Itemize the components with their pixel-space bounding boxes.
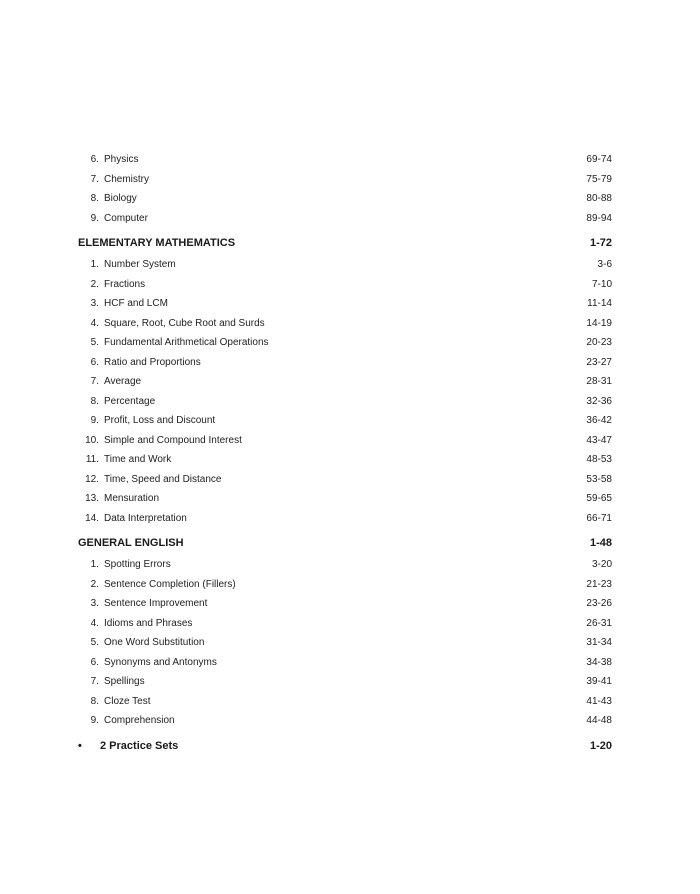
toc-row[interactable] bbox=[78, 189, 612, 209]
toc-row-title-wrap bbox=[78, 314, 265, 334]
toc-row[interactable] bbox=[78, 509, 612, 529]
toc-row[interactable] bbox=[78, 633, 612, 653]
toc-row-number: 3. bbox=[90, 598, 99, 609]
toc-row-number: 8. bbox=[90, 695, 99, 707]
toc-row-title: Mensuration bbox=[104, 493, 160, 504]
toc-row-title: Profit, Loss and Discount bbox=[104, 415, 216, 426]
toc-row-number: 4. bbox=[90, 617, 99, 629]
toc-row-title: Synonyms and Antonyms bbox=[104, 656, 217, 668]
section-heading-english[interactable] bbox=[78, 531, 612, 555]
toc-row-title: Percentage bbox=[104, 395, 156, 407]
toc-row[interactable] bbox=[78, 294, 612, 314]
toc-row-number: 8. bbox=[90, 395, 99, 407]
toc-row-title: HCF and LCM bbox=[104, 298, 168, 309]
toc-row[interactable] bbox=[78, 150, 612, 170]
toc-row-title: Physics bbox=[104, 154, 139, 165]
toc-row-pages: 43-47 bbox=[586, 434, 612, 446]
toc-row-title-wrap bbox=[78, 255, 176, 275]
toc-row[interactable] bbox=[78, 470, 612, 490]
toc-row[interactable] bbox=[78, 614, 612, 634]
toc-row-number: 6. bbox=[90, 356, 99, 368]
toc-row-number: 7. bbox=[90, 676, 99, 687]
toc-row[interactable] bbox=[78, 555, 612, 575]
toc-row-number: 10. bbox=[85, 434, 99, 446]
toc-row-title-wrap bbox=[78, 275, 145, 295]
toc-row-number: 7. bbox=[90, 376, 99, 387]
toc-row-number: 12. bbox=[85, 473, 99, 485]
toc-row-number: 1. bbox=[90, 559, 99, 570]
section-pages: 1-72 bbox=[589, 237, 612, 249]
toc-row-title: One Word Substitution bbox=[104, 637, 205, 648]
toc-row-title-wrap bbox=[78, 633, 204, 653]
toc-row-pages: 7-10 bbox=[591, 278, 612, 290]
toc-row-pages: 28-31 bbox=[586, 376, 612, 387]
toc-row[interactable] bbox=[78, 392, 612, 412]
toc-row-number: 5. bbox=[90, 337, 99, 348]
toc-row[interactable] bbox=[78, 672, 612, 692]
toc-row-title: Fundamental Arithmetical Operations bbox=[104, 337, 269, 348]
english-list bbox=[78, 555, 612, 731]
toc-row-title: Ratio and Proportions bbox=[104, 356, 201, 368]
toc-row-pages: 21-23 bbox=[586, 578, 612, 590]
toc-row-pages: 3-20 bbox=[591, 559, 612, 570]
toc-row-title: Sentence Completion (Fillers) bbox=[104, 578, 236, 590]
toc-row-pages: 66-71 bbox=[586, 512, 612, 524]
toc-row-number: 13. bbox=[85, 493, 99, 504]
toc-row-title: Comprehension bbox=[104, 715, 175, 726]
toc-row-pages: 3-6 bbox=[597, 259, 612, 270]
toc-row-pages: 48-53 bbox=[586, 454, 612, 465]
toc-row-number: 9. bbox=[90, 212, 99, 224]
toc-row-title: Square, Root, Cube Root and Surds bbox=[104, 317, 265, 329]
toc-row-title-wrap bbox=[78, 353, 201, 373]
toc-row-pages: 89-94 bbox=[586, 212, 612, 224]
toc-row-pages: 53-58 bbox=[586, 473, 612, 485]
toc-row-pages: 26-31 bbox=[586, 617, 612, 629]
toc-row-title-wrap bbox=[78, 150, 138, 170]
toc-row-title-wrap bbox=[78, 555, 171, 575]
toc-row-pages: 14-19 bbox=[586, 317, 612, 329]
toc-row-title: Biology bbox=[104, 193, 137, 204]
toc-row-title-wrap bbox=[78, 411, 215, 431]
toc-row-title-wrap bbox=[78, 431, 242, 451]
toc-row[interactable] bbox=[78, 411, 612, 431]
toc-row-number: 2. bbox=[90, 578, 99, 590]
math-list bbox=[78, 255, 612, 528]
toc-row[interactable] bbox=[78, 489, 612, 509]
toc-row-title: Simple and Compound Interest bbox=[104, 434, 242, 446]
toc-row[interactable] bbox=[78, 314, 612, 334]
toc-row-number: 6. bbox=[90, 154, 99, 165]
toc-row-title: Time and Work bbox=[104, 454, 172, 465]
section-title: GENERAL ENGLISH bbox=[78, 537, 184, 549]
practice-pages: 1-20 bbox=[589, 739, 612, 752]
toc-row-title: Time, Speed and Distance bbox=[104, 473, 222, 485]
toc-row-title: Spotting Errors bbox=[104, 559, 171, 570]
toc-row-number: 1. bbox=[90, 259, 99, 270]
toc-row[interactable] bbox=[78, 450, 612, 470]
toc-row-title-wrap bbox=[78, 489, 159, 509]
toc-row-title-wrap bbox=[78, 594, 207, 614]
toc-row-title-wrap bbox=[78, 614, 192, 634]
toc-row-title-wrap bbox=[78, 209, 148, 229]
toc-row[interactable] bbox=[78, 431, 612, 451]
toc-row[interactable] bbox=[78, 653, 612, 673]
toc-row-number: 9. bbox=[90, 715, 99, 726]
toc-row-title-wrap bbox=[78, 672, 145, 692]
intro-list bbox=[78, 150, 612, 228]
toc-row[interactable] bbox=[78, 575, 612, 595]
toc-row-title: Cloze Test bbox=[104, 695, 151, 707]
toc-row-title: Fractions bbox=[104, 278, 146, 290]
toc-row[interactable] bbox=[78, 711, 612, 731]
toc-row-title-wrap bbox=[78, 372, 141, 392]
toc-row[interactable] bbox=[78, 255, 612, 275]
toc-row-pages: 36-42 bbox=[586, 415, 612, 426]
toc-row-number: 5. bbox=[90, 637, 99, 648]
toc-row-number: 3. bbox=[90, 298, 99, 309]
toc-row-pages: 20-23 bbox=[586, 337, 612, 348]
toc-row-number: 8. bbox=[90, 193, 99, 204]
toc-row-number: 11. bbox=[85, 454, 99, 465]
toc-row-pages: 32-36 bbox=[586, 395, 612, 407]
toc-row-title: Chemistry bbox=[104, 173, 150, 185]
toc-row-title-wrap bbox=[78, 653, 217, 673]
toc-row-pages: 59-65 bbox=[586, 493, 612, 504]
section-title: ELEMENTARY MATHEMATICS bbox=[78, 237, 236, 249]
toc-row-title-wrap bbox=[78, 450, 171, 470]
toc-row-title-wrap bbox=[78, 189, 137, 209]
toc-row-title-wrap bbox=[78, 333, 269, 353]
toc-row-title-wrap bbox=[78, 575, 236, 595]
toc-row-title-wrap bbox=[78, 470, 221, 490]
toc-row[interactable] bbox=[78, 275, 612, 295]
toc-row-title: Number System bbox=[104, 259, 176, 270]
toc-row-title: Sentence Improvement bbox=[104, 598, 208, 609]
toc-row-title: Idioms and Phrases bbox=[104, 617, 193, 629]
toc-row-pages: 23-27 bbox=[586, 356, 612, 368]
toc-row-pages: 41-43 bbox=[586, 695, 612, 707]
practice-sets-entry[interactable] bbox=[78, 734, 612, 758]
table-of-contents bbox=[78, 150, 612, 758]
toc-row-number: 2. bbox=[90, 278, 99, 290]
toc-row-number: 9. bbox=[90, 415, 99, 426]
toc-row[interactable] bbox=[78, 372, 612, 392]
toc-row-title-wrap bbox=[78, 692, 151, 712]
section-pages: 1-48 bbox=[589, 537, 612, 549]
toc-row-title-wrap bbox=[78, 509, 187, 529]
toc-row-number: 6. bbox=[90, 656, 99, 668]
toc-row[interactable] bbox=[78, 333, 612, 353]
toc-row[interactable] bbox=[78, 594, 612, 614]
bullet-icon: • bbox=[78, 739, 82, 752]
toc-row-title: Average bbox=[104, 376, 142, 387]
toc-row-pages: 44-48 bbox=[586, 715, 612, 726]
toc-row-pages: 69-74 bbox=[586, 154, 612, 165]
toc-row-pages: 34-38 bbox=[586, 656, 612, 668]
toc-row-pages: 80-88 bbox=[586, 193, 612, 204]
toc-row[interactable] bbox=[78, 353, 612, 373]
practice-title: 2 Practice Sets bbox=[100, 739, 179, 752]
toc-row-title: Spellings bbox=[104, 676, 145, 687]
toc-row-title-wrap bbox=[78, 392, 155, 412]
toc-row[interactable] bbox=[78, 209, 612, 229]
toc-row-number: 14. bbox=[85, 512, 99, 524]
toc-row[interactable] bbox=[78, 170, 612, 190]
toc-row[interactable] bbox=[78, 692, 612, 712]
toc-row-title: Computer bbox=[104, 212, 148, 224]
toc-row-title: Data Interpretation bbox=[104, 512, 187, 524]
toc-row-title-wrap bbox=[78, 170, 149, 190]
section-heading-math[interactable] bbox=[78, 231, 612, 255]
toc-row-pages: 39-41 bbox=[586, 676, 612, 687]
toc-row-pages: 31-34 bbox=[586, 637, 612, 648]
practice-title-wrap bbox=[78, 734, 178, 758]
toc-row-pages: 11-14 bbox=[587, 298, 612, 309]
toc-row-title-wrap bbox=[78, 711, 175, 731]
toc-row-pages: 23-26 bbox=[586, 598, 612, 609]
toc-row-pages: 75-79 bbox=[586, 173, 612, 185]
toc-row-title-wrap bbox=[78, 294, 168, 314]
toc-row-number: 7. bbox=[90, 173, 99, 185]
toc-row-number: 4. bbox=[90, 317, 99, 329]
